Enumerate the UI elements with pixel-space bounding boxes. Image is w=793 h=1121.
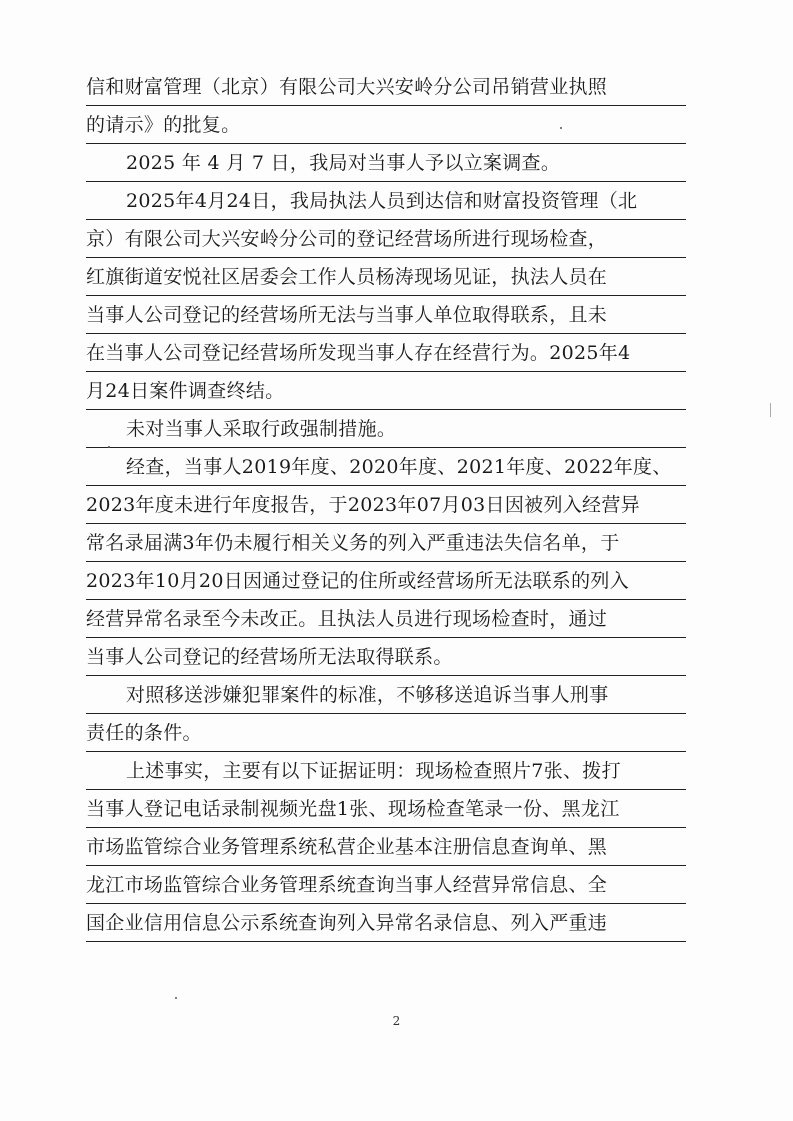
text-line: 经营异常名录至今未改正。且执法人员进行现场检查时，通过 bbox=[86, 600, 686, 638]
text-line: 常名录届满3年仍未履行相关义务的列入严重违法失信名单，于 bbox=[86, 524, 686, 562]
text-line: 国企业信用信息公示系统查询列入异常名录信息、列入严重违 bbox=[86, 904, 686, 942]
text-line: 在当事人公司登记经营场所发现当事人存在经营行为。2025年4 bbox=[86, 334, 686, 372]
text-line: 红旗街道安悦社区居委会工作人员杨涛现场见证，执法人员在 bbox=[86, 258, 686, 296]
page-number: 2 bbox=[392, 1014, 401, 1028]
text-line: 2025 年 4 月 7 日，我局对当事人予以立案调查。 bbox=[86, 144, 686, 182]
scan-speck bbox=[560, 127, 562, 129]
text-line: 经查，当事人2019年度、2020年度、2021年度、2022年度、 bbox=[86, 448, 686, 486]
text-line: 当事人登记电话录制视频光盘1张、现场检查笔录一份、黑龙江 bbox=[86, 790, 686, 828]
text-line: 当事人公司登记的经营场所无法取得联系。 bbox=[86, 638, 686, 676]
text-line: 未对当事人采取行政强制措施。 bbox=[86, 410, 686, 448]
scan-speck bbox=[175, 997, 177, 999]
scan-speck bbox=[770, 403, 771, 417]
text-line: 市场监管综合业务管理系统私营企业基本注册信息查询单、黑 bbox=[86, 828, 686, 866]
document-body bbox=[86, 68, 686, 942]
text-line: 2023年度未进行年度报告，于2023年07月03日因被列入经营异 bbox=[86, 486, 686, 524]
text-line: 上述事实，主要有以下证据证明：现场检查照片7张、拨打 bbox=[86, 752, 686, 790]
text-line: 对照移送涉嫌犯罪案件的标准，不够移送追诉当事人刑事 bbox=[86, 676, 686, 714]
text-line: 2025年4月24日，我局执法人员到达信和财富投资管理（北 bbox=[86, 182, 686, 220]
text-line: 责任的条件。 bbox=[86, 714, 686, 752]
text-line: 龙江市场监管综合业务管理系统查询当事人经营异常信息、全 bbox=[86, 866, 686, 904]
text-line: 月24日案件调查终结。 bbox=[86, 372, 686, 410]
text-line: 2023年10月20日因通过登记的住所或经营场所无法联系的列入 bbox=[86, 562, 686, 600]
text-line: 的请示》的批复。 bbox=[86, 106, 686, 144]
text-line: 京）有限公司大兴安岭分公司的登记经营场所进行现场检查， bbox=[86, 220, 686, 258]
text-line: 信和财富管理（北京）有限公司大兴安岭分公司吊销营业执照 bbox=[86, 68, 686, 106]
scan-speck bbox=[108, 446, 110, 448]
text-line: 当事人公司登记的经营场所无法与当事人单位取得联系，且未 bbox=[86, 296, 686, 334]
